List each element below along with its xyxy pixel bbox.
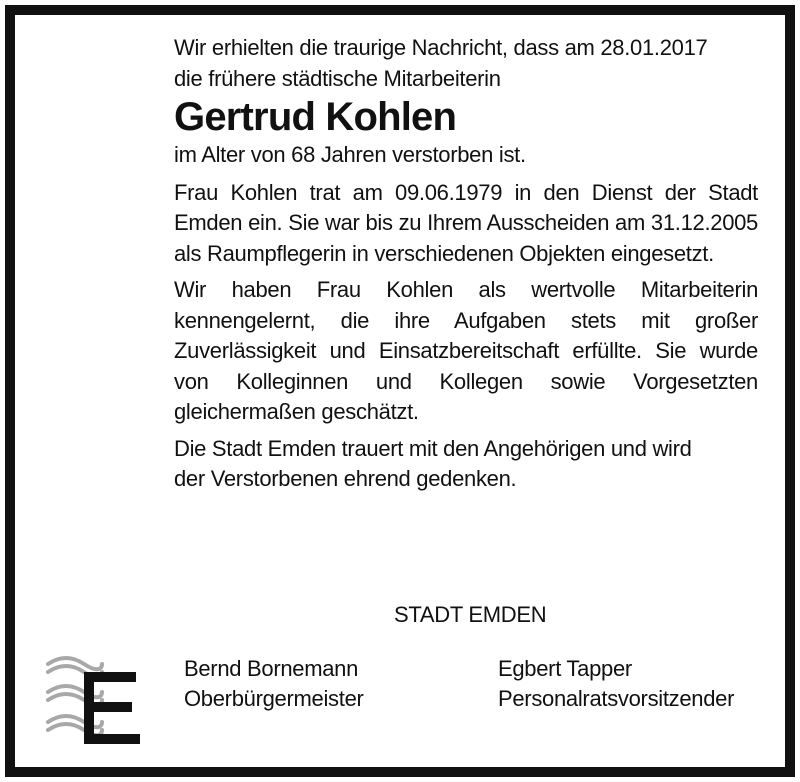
logo-bars xyxy=(84,672,140,744)
intro-line-1: Wir erhielten die traurige Nachricht, dass am 28.01.2017 xyxy=(174,35,708,60)
intro-text xyxy=(174,33,758,94)
signatory-name: Egbert Tapper xyxy=(498,656,632,681)
service-paragraph: Frau Kohlen trat am 09.06.1979 in den Dienst der Stadt Emden ein. Sie war bis zu Ihrem Ausscheiden am 31.12.2005 als Raumpflegerin in verschiedenen Objekten eingesetzt. xyxy=(174,179,758,266)
signatory-council-chair xyxy=(498,654,734,714)
sender-city: STADT EMDEN xyxy=(394,602,547,627)
signatory-mayor xyxy=(184,654,364,714)
signatory-title: Personalratsvorsitzender xyxy=(498,686,735,711)
closing-text xyxy=(174,434,758,495)
tribute-paragraph: Wir haben Frau Kohlen als wertvolle Mitarbeiterin kennengelernt, die ihre Aufgaben stets mit großer Zuverlässigkeit und Einsatzbereitschaft erfüllte. Sie wurde von Kolleginnen und Kollegen sowie Vorgesetzten gleichermaßen geschätzt. xyxy=(174,277,758,424)
stadt-emden-logo-icon xyxy=(42,652,148,750)
closing-line-2: der Verstorbenen ehrend gedenken. xyxy=(174,466,517,491)
deceased-name: Gertrud Kohlen xyxy=(174,95,457,139)
signatory-title: Oberbürgermeister xyxy=(184,686,364,711)
closing-line-1: Die Stadt Emden trauert mit den Angehörigen und wird xyxy=(174,435,692,461)
notice-body xyxy=(174,33,758,495)
age-sentence: im Alter von 68 Jahren verstorben ist. xyxy=(174,142,526,167)
intro-line-2: die frühere städtische Mitarbeiterin xyxy=(174,65,501,91)
signatory-name: Bernd Bornemann xyxy=(184,656,359,681)
